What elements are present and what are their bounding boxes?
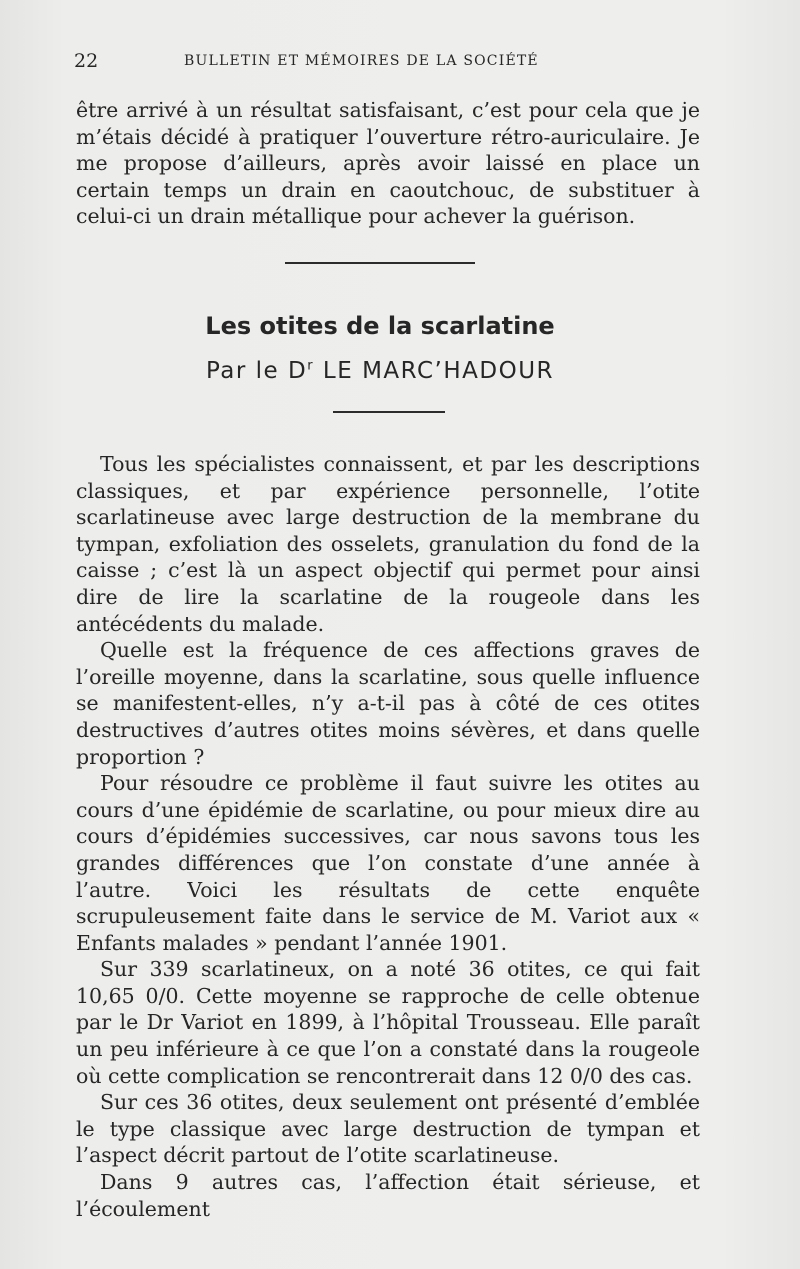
article-body <box>76 451 700 1222</box>
body-paragraph-5: Sur ces 36 otites, deux seulement ont présenté d’emblée le type classique avec large destruction de tympan et l’aspect décrit partout de l’otite scarlatineuse. <box>76 1090 700 1168</box>
body-paragraph-4: Sur 339 scarlatineux, on a noté 36 otites, ce qui fait 10,65 0/0. Cette moyenne se rapproche de celle obtenue par le Dr Variot en 1899, à l’hôpital Trousseau. Elle paraît un peu inférieure à ce que l’on a constaté dans la rougeole où cette complication se rencontrerait dans 12 0/0 des cas. <box>76 957 700 1088</box>
body-paragraph-1: Tous les spécialistes connaissent, et par les descriptions classiques, et par expérience personnelle, l’otite scarlatineuse avec large destruction de la membrane du tympan, exfoliation des osselets, granulation du fond de la caisse ; c’est là un aspect objectif qui permet pour ainsi dire de lire la scarlatine de la rougeole dans les antécédents du malade. <box>76 452 700 636</box>
author-name: LE MARC’HADOUR <box>322 358 555 384</box>
body-paragraph-6: Dans 9 autres cas, l’affection était sérieuse, et l’écoulement <box>76 1170 700 1221</box>
continuation-paragraph: être arrivé à un résultat satisfaisant, c’est pour cela que je m’étais décidé à pratiquer l’ouverture rétro-auriculaire. Je me propose d’ailleurs, après avoir laissé en place un certain temps un drain en caoutchouc, de substituer à celui-ci un drain métallique pour achever la guérison. <box>76 98 700 228</box>
article-byline <box>0 358 760 384</box>
byline-prefix: Par le D <box>205 358 308 384</box>
journal-title: BULLETIN ET MÉMOIRES DE LA SOCIÉTÉ <box>184 53 539 69</box>
article-title: Les otites de la scarlatine <box>205 312 555 340</box>
byline-title-superscript: r <box>307 358 315 374</box>
body-paragraph-3: Pour résoudre ce problème il faut suivre les otites au cours d’une épidémie de scarlatine, ou pour mieux dire au cours d’épidémies successives, car nous savons tous les grandes différences que l’on constate d’une année à l’autre. Voici les résultats de cette enquête scrupuleusement faite dans le service de M. Variot aux « Enfants malades » pendant l’année 1901. <box>76 771 700 955</box>
page-number: 22 <box>74 50 99 72</box>
title-underline-rule <box>333 411 445 413</box>
body-paragraph-2: Quelle est la fréquence de ces affections graves de l’oreille moyenne, dans la scarlatine, sous quelle influence se manifestent-elles, n’y a-t-il pas à côté de ces otites destructives d’autres otites moins sévères, et dans quelle proportion ? <box>76 638 700 769</box>
section-divider <box>285 262 475 264</box>
running-header <box>74 50 700 74</box>
continuation-section <box>76 97 700 230</box>
